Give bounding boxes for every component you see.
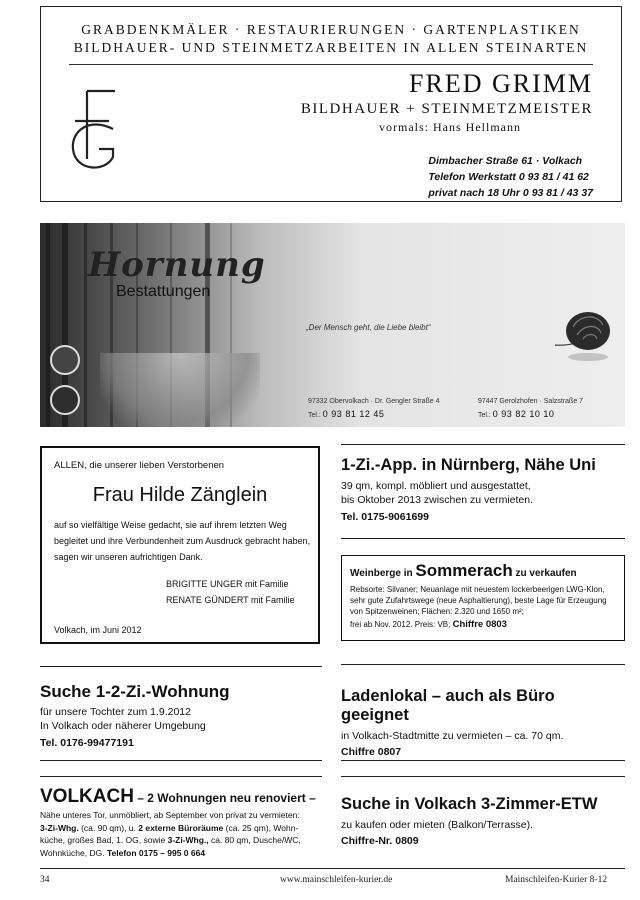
etw-cipher: Chiffre-Nr. 0809 — [341, 835, 419, 847]
hornung-logo: Hornung — [88, 245, 266, 285]
footer-rule — [40, 868, 625, 869]
hornung-subtitle: Bestattungen — [116, 283, 211, 300]
grimm-ad — [40, 6, 622, 202]
divider — [341, 664, 625, 665]
fg-monogram-icon — [69, 87, 119, 177]
quality-seal-icon — [50, 385, 80, 415]
volkach-text: küche, großes Bad, 1. OG, sowie — [40, 835, 168, 845]
grimm-phone-workshop: Telefon Werkstatt 0 93 81 / 41 62 — [428, 171, 589, 183]
etw-line: zu kaufen oder mieten (Balkon/Terrasse). — [341, 819, 534, 831]
grimm-contact — [428, 153, 593, 201]
seal-icon — [50, 345, 80, 375]
phone-label: Tel.: — [308, 412, 321, 419]
rose-icon — [555, 301, 613, 361]
grimm-formerly: vormals: Hans Hellmann — [379, 120, 521, 134]
ladenlokal-line: in Volkach-Stadtmitte zu vermieten – ca. 70 qm. — [341, 730, 564, 742]
office-phone — [478, 408, 583, 422]
volkach-bold: 3-Zi-Whg. — [40, 822, 79, 833]
hornung-ad — [40, 223, 625, 427]
phone-number: 0 93 82 10 10 — [492, 409, 555, 419]
app-ad-title: 1-Zi.-App. in Nürnberg, Nähe Uni — [341, 456, 596, 474]
suche-wohnung-line: In Volkach oder näherer Umgebung — [40, 720, 206, 732]
grimm-name: FRED GRIMM — [409, 69, 593, 98]
ladenlokal-cipher: Chiffre 0807 — [341, 746, 402, 758]
phone-label: Tel.: — [478, 412, 491, 419]
weinberge-headline — [350, 561, 577, 581]
memorial-body: auf so vielfältige Weise gedacht, sie auf ihrem letzten Weg begleitet und ihre Verbundenheit zum Ausdruck gebracht haben, sagen wir unseren aufrichtigen Dank. — [54, 520, 311, 562]
suche-wohnung-line: für unsere Tochter zum 1.9.2012 — [40, 706, 191, 718]
grimm-address: Dimbacher Straße 61 · Volkach — [428, 155, 583, 167]
hornung-quote: „Der Mensch geht, die Liebe bleibt“ — [306, 323, 431, 332]
ladenlokal-title: Ladenlokal – auch als Büro geeignet — [341, 687, 555, 724]
grimm-works-line: BILDHAUER- UND STEINMETZARBEITEN IN ALLEN STEINARTEN — [73, 40, 589, 55]
memorial-name: Frau Hilde Zänglein — [92, 484, 268, 506]
weinberge-ad — [341, 555, 625, 641]
weinberge-price: frei ab Nov. 2012. Preis: VB; — [350, 620, 451, 629]
app-ad-line: 39 qm, kompl. möbliert und ausgestattet, — [341, 480, 531, 492]
grimm-phone-private: privat nach 18 Uhr 0 93 81 / 43 37 — [428, 187, 593, 199]
headline-place: Sommerach — [415, 561, 513, 580]
memorial-intro: ALLEN, die unserer lieben Verstorbenen — [54, 460, 225, 471]
hornung-office-obervolkach — [308, 396, 440, 422]
volkach-body — [40, 809, 330, 859]
volkach-title-rest: – 2 Wohnungen neu renoviert – — [133, 791, 316, 805]
etw-ad — [341, 795, 625, 848]
office-phone — [308, 408, 440, 422]
volkach-text: ca. 80 qm, Dusche/WC, — [208, 835, 301, 845]
tree-trunk — [84, 223, 87, 427]
volkach-line — [40, 834, 330, 847]
headline-text: zu verkaufen — [515, 568, 577, 579]
weinberge-cipher: Chiffre 0803 — [452, 619, 507, 630]
memorial-signature: BRIGITTE UNGER mit Familie — [166, 579, 289, 589]
headline-text: Weinberge in — [350, 568, 413, 579]
grimm-services-line: GRABDENKMÄLER · RESTAURIERUNGEN · GARTENPLASTIKEN — [81, 22, 581, 37]
memorial-signatures — [166, 576, 295, 608]
ladenlokal-ad — [341, 687, 625, 759]
office-address: 97332 Obervolkach · Dr. Gengler Straße 4 — [308, 398, 440, 405]
volkach-text: (ca. 90 qm), u. — [78, 822, 139, 833]
volkach-bold: 2 externe Büroräume — [138, 822, 224, 833]
volkach-phone: Telefon 0175 – 995 0 664 — [106, 847, 206, 858]
grimm-divider — [69, 64, 593, 65]
app-ad — [341, 456, 625, 524]
memorial-date: Volkach, im Juni 2012 — [54, 625, 142, 635]
hornung-office-gerolzhofen — [478, 396, 583, 422]
volkach-line — [40, 847, 330, 860]
app-ad-phone: Tel. 0175-9061699 — [341, 511, 429, 523]
suche-wohnung-title: Suche 1-2-Zi.-Wohnung — [40, 682, 230, 701]
suche-wohnung-ad — [40, 682, 322, 750]
page-number: 34 — [40, 875, 50, 885]
volkach-text: (ca. 25 qm), Wohn- — [223, 822, 299, 833]
phone-number: 0 93 81 12 45 — [322, 409, 385, 419]
volkach-text: Wohnküche, DG. — [40, 847, 107, 858]
volkach-title-big: VOLKACH — [40, 786, 134, 807]
footer-url[interactable]: www.mainschleifen-kurier.de — [280, 875, 393, 885]
divider — [40, 776, 322, 777]
divider — [341, 444, 625, 445]
etw-title: Suche in Volkach 3-Zimmer-ETW — [341, 795, 598, 813]
office-address: 97447 Gerolzhofen · Salzstraße 7 — [478, 398, 584, 405]
divider — [40, 666, 322, 667]
divider — [40, 760, 322, 761]
divider — [341, 538, 625, 539]
volkach-title — [40, 786, 330, 808]
volkach-ad — [40, 786, 330, 859]
app-ad-line: bis Oktober 2013 zwischen zu vermieten. — [341, 494, 534, 506]
volkach-bold: 3-Zi-Whg., — [167, 835, 209, 845]
memorial-signature: RENATE GÜNDERT mit Familie — [166, 595, 295, 605]
weinberge-footer — [350, 619, 507, 630]
weinberge-body: Rebsorte: Silvaner; Neuanlage mit neuestem lockerbeerigen LWG-Klon, sehr gute Zufahrtswege (neue Asphaltierung), beste Lage für Erzeugung von Spitzenweinen; Flächen: 2.320 und 1650 m²; — [350, 585, 607, 616]
grimm-title: BILDHAUER + STEINMETZMEISTER — [300, 101, 593, 117]
memorial-notice — [40, 446, 320, 644]
volkach-line — [40, 822, 330, 835]
forest-path — [100, 353, 260, 427]
footer-issue: Mainschleifen-Kurier 8-12 — [505, 875, 608, 885]
suche-wohnung-phone: Tel. 0176-99477191 — [40, 737, 134, 749]
volkach-line: Nähe unteres Tor, unmöbliert, ab September von privat zu vermieten: — [40, 810, 300, 820]
divider — [341, 760, 625, 761]
divider — [341, 776, 625, 777]
